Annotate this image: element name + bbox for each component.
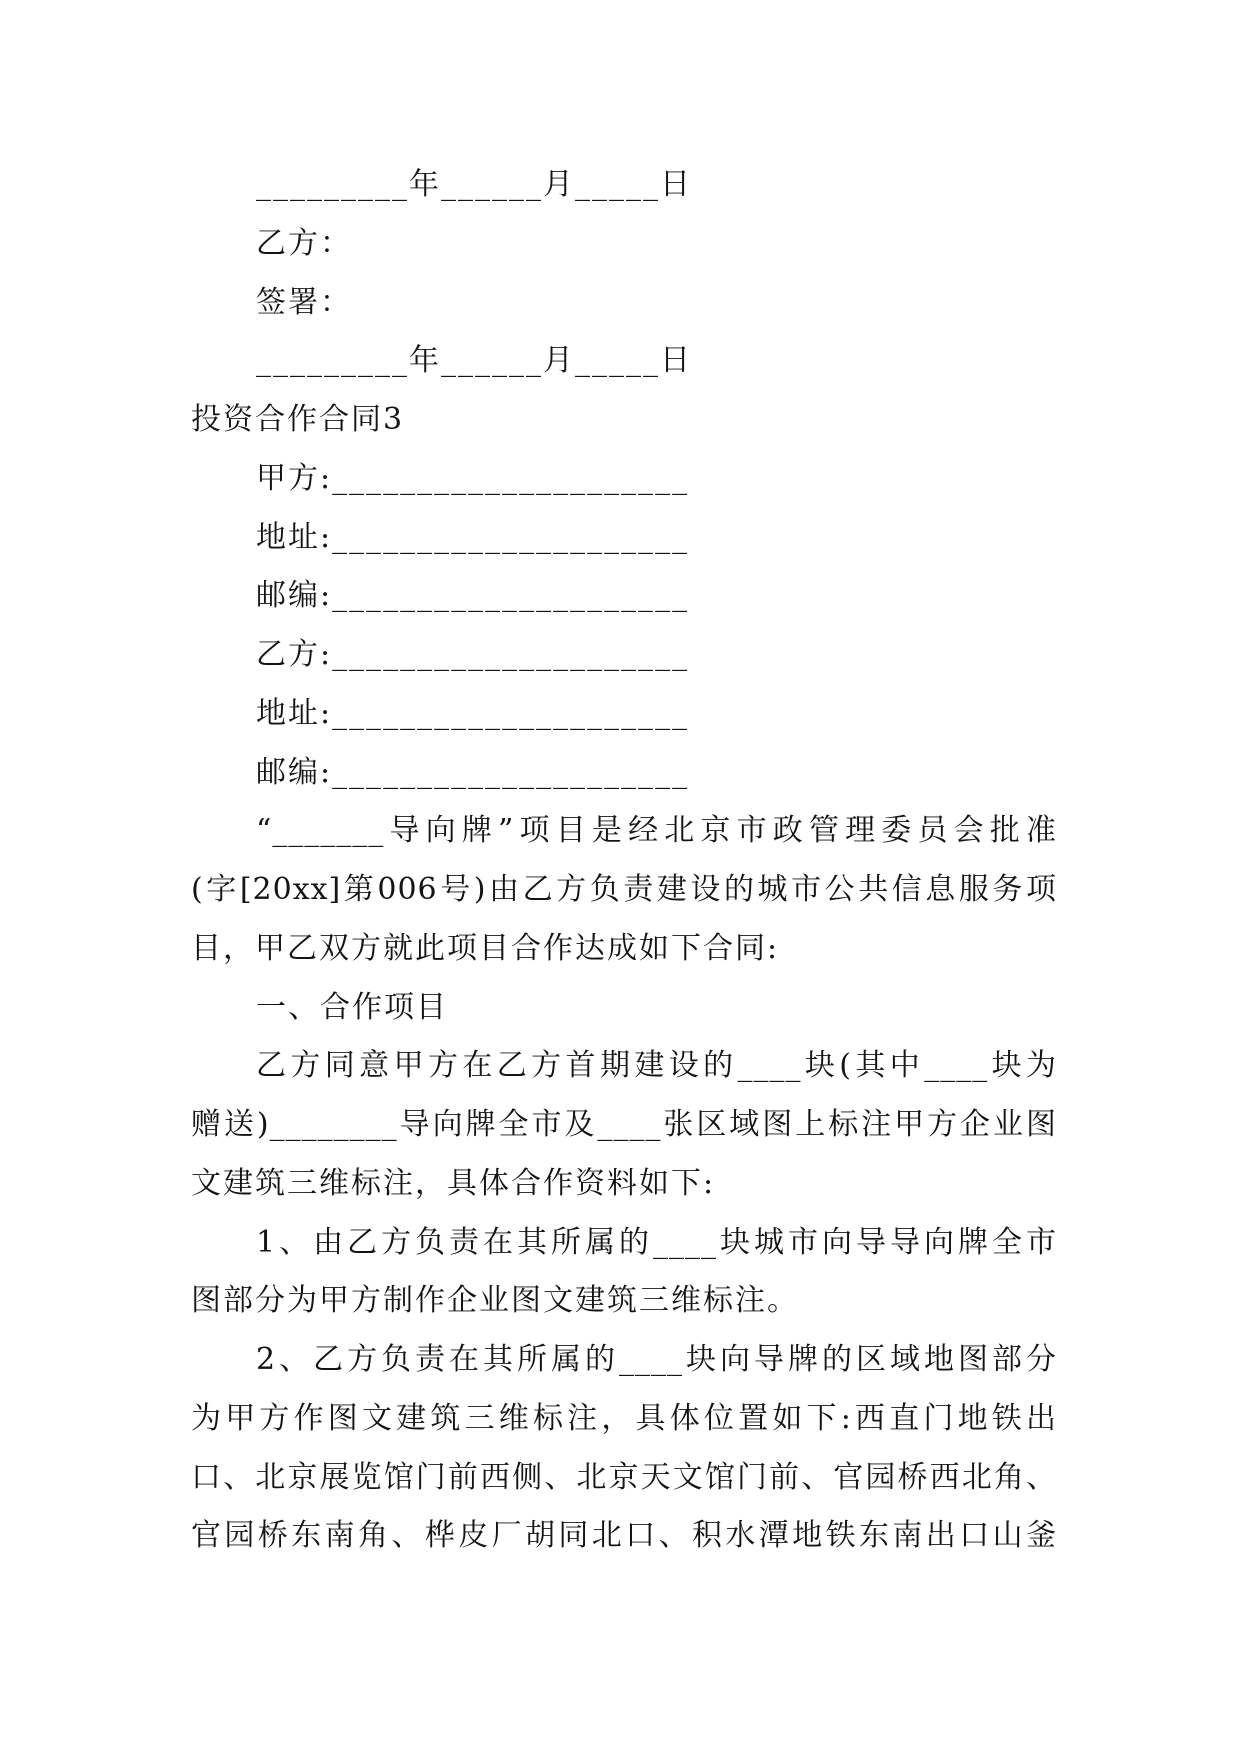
- clause-intro-line: 赠送)________导向牌全市及____张区域图上标注甲方企业图: [191, 1107, 1057, 1142]
- document-body: [191, 156, 1057, 1566]
- signature-date-line: _________年______月_____日: [256, 343, 692, 379]
- party-b-address-field: 地址:_____________________: [256, 695, 690, 731]
- clause-item-2-line: 官园桥东南角、桦皮厂胡同北口、积水潭地铁东南出口山釜: [191, 1518, 1057, 1554]
- party-a-field: 甲方:_____________________: [256, 460, 690, 496]
- party-a-postcode-field: 邮编:_____________________: [256, 578, 690, 614]
- clause-item-2-line: 为甲方作图文建筑三维标注，具体位置如下:西直门地铁出: [191, 1400, 1057, 1436]
- party-a-address-field: 地址:_____________________: [256, 519, 690, 555]
- clause-intro-line: 文建筑三维标注，具体合作资料如下:: [191, 1165, 716, 1201]
- clause-item-2-line: 2、乙方负责在其所属的____块向导牌的区域地图部分: [256, 1342, 1057, 1377]
- signature-label: 签署：: [256, 284, 352, 320]
- preamble-line: “_______导向牌”项目是经北京市政管理委员会批准: [256, 813, 1057, 849]
- section-heading: 一、合作项目: [256, 989, 448, 1025]
- contract-title: 投资合作合同3: [191, 402, 405, 437]
- preamble-line: 目，甲乙双方就此项目合作达成如下合同:: [191, 930, 780, 966]
- clause-item-1-line: 图部分为甲方制作企业图文建筑三维标注。: [191, 1283, 799, 1319]
- party-b-signature-label: 乙方：: [256, 225, 352, 261]
- preamble-line: (字[20xx]第006号)由乙方负责建设的城市公共信息服务项: [191, 872, 1057, 907]
- clause-item-1-line: 1、由乙方负责在其所属的____块城市向导导向牌全市: [256, 1224, 1057, 1260]
- clause-item-2-line: 口、北京展览馆门前西侧、北京天文馆门前、官园桥西北角、: [191, 1459, 1057, 1495]
- clause-intro-line: 乙方同意甲方在乙方首期建设的____块(其中____块为: [256, 1048, 1057, 1084]
- party-b-postcode-field: 邮编:_____________________: [256, 754, 690, 790]
- signature-date-line: _________年______月_____日: [256, 167, 692, 202]
- party-b-field: 乙方:_____________________: [256, 637, 690, 672]
